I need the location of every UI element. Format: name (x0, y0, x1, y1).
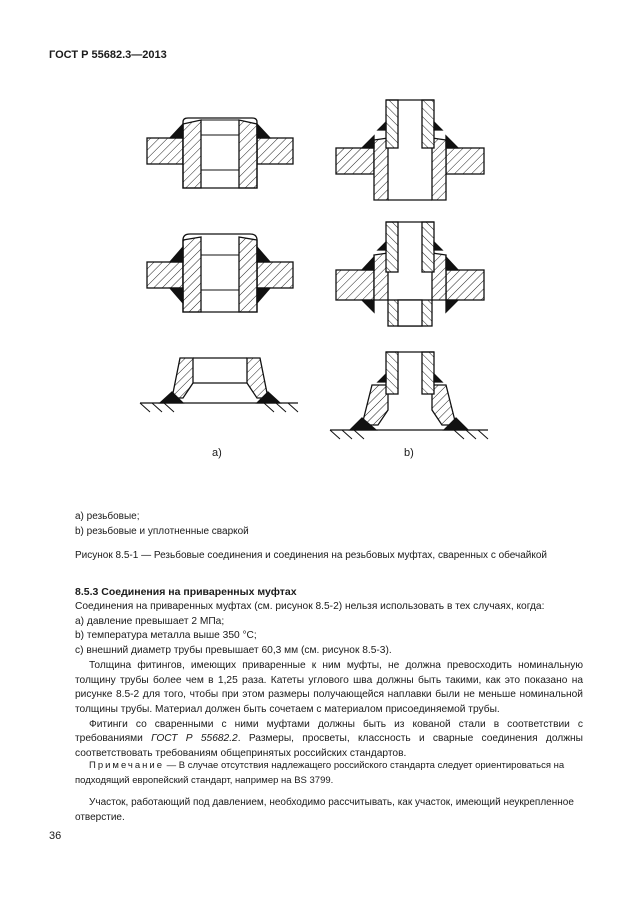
diagram-a3 (140, 358, 298, 412)
figure-label-a: a) (212, 447, 222, 459)
diagram-b2 (336, 222, 484, 326)
document-header: ГОСТ Р 55682.3—2013 (49, 49, 167, 61)
list-item: b) температура металла выше 350 °С; (75, 630, 257, 642)
diagram-a2 (147, 234, 293, 312)
standard-reference: ГОСТ Р 55682.2 (151, 733, 238, 745)
note-label: Примечание (89, 760, 164, 771)
legend-item: a) резьбовые; (75, 511, 140, 522)
paragraph: Толщина фитингов, имеющих приваренные к ним муфты, не должна превосходить номинальную толщину трубы более чем в 1,25 раза. Катеты углового шва должны быть такими, как это показано на рисунке 8.5-2 для того, чтобы при этом размеры получающейся наплавки были не меньше номинальной толщины трубы. Материал должен быть сочетаем с материалом присоединяемой трубы. (75, 659, 583, 715)
final-paragraph: Участок, работающий под давлением, необходимо рассчитывать, как участок, имеющий неукрепленное отверстие. (75, 797, 574, 823)
diagram-b3 (330, 352, 488, 439)
diagram-a1 (147, 118, 293, 188)
figure-label-b: b) (404, 447, 414, 459)
section-body (75, 600, 583, 762)
note (75, 758, 583, 788)
figure-caption: Рисунок 8.5-1 — Резьбовые соединения и соединения на резьбовых муфтах, сваренных с обечайкой (75, 550, 548, 561)
section-title: 8.5.3 Соединения на приваренных муфтах (75, 586, 297, 598)
note-text: — В случае отсутствия надлежащего российского стандарта следует ориентироваться на подходящий европейский стандарт, например на BS 3799. (75, 760, 565, 786)
diagram-b1 (336, 100, 484, 200)
legend-item: b) резьбовые и уплотненные сваркой (75, 526, 249, 537)
list-item: с) внешний диаметр трубы превышает 60,3 мм (см. рисунок 8.5-3). (75, 645, 392, 657)
figure-legend (75, 509, 249, 539)
list-item: а) давление превышает 2 МПа; (75, 615, 225, 627)
page-number: 36 (49, 830, 62, 842)
section-intro: Соединения на приваренных муфтах (см. рисунок 8.5-2) нельзя использовать в тех случаях, когда: (75, 601, 545, 612)
paragraph: Фитинги со сваренными с ними муфтами должны быть из кованой стали в соответствии с требованиями ГОСТ Р 55682.2. Размеры, просветы, классность и сварные соединения должны соответствовать требованиям общепринятых российских стандартов. (75, 718, 583, 760)
